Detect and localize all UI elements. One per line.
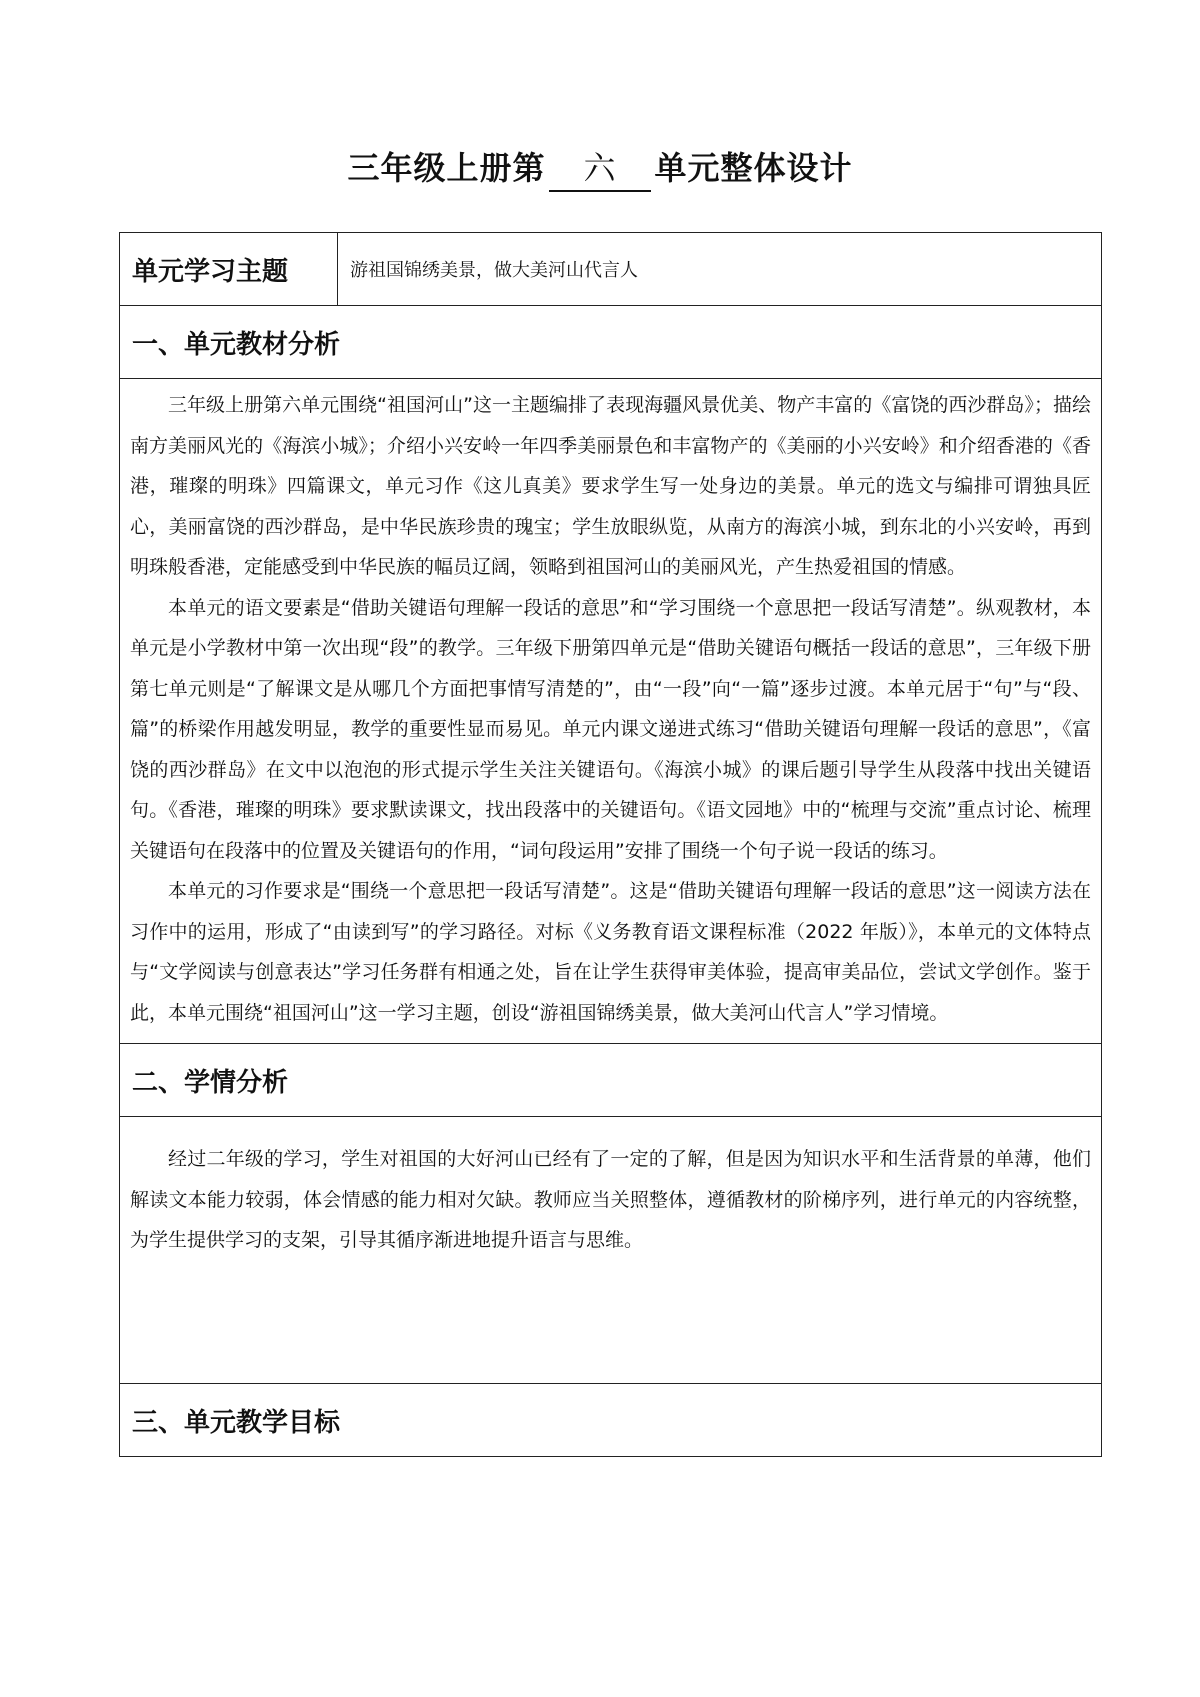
- theme-value: 游祖国锦绣美景，做大美河山代言人: [338, 233, 1102, 306]
- title-prefix: 三年级上册第: [347, 149, 546, 187]
- section1-paragraph-1: 三年级上册第六单元围绕“祖国河山”这一主题编排了表现海疆风景优美、物产丰富的《富饶的西沙群岛》；描绘南方美丽风光的《海滨小城》；介绍小兴安岭一年四季美丽景色和丰富物产的《美丽的小兴安岭》和介绍香港的《香港，璀璨的明珠》四篇课文，单元习作《这儿真美》要求学生写一处身边的美景。单元的选文与编排可谓独具匠心，美丽富饶的西沙群岛，是中华民族珍贵的瑰宝；学生放眼纵览，从南方的海滨小城，到东北的小兴安岭，再到明珠般香港，定能感受到中华民族的幅员辽阔，领略到祖国河山的美丽风光，产生热爱祖国的情感。: [130, 394, 1091, 578]
- section3-heading-row: [120, 1384, 1102, 1457]
- section2-heading-row: [120, 1044, 1102, 1117]
- page-title: [0, 140, 1200, 196]
- section1-heading: 一、单元教材分析: [120, 306, 1102, 379]
- section1-body: [120, 379, 1102, 1044]
- section1-heading-row: [120, 306, 1102, 379]
- section1-paragraph-3: 本单元的习作要求是“围绕一个意思把一段话写清楚”。这是“借助关键语句理解一段话的意思”这一阅读方法在习作中的运用，形成了“由读到写”的学习路径。对标《义务教育语文课程标准（2022 年版）》，本单元的文体特点与“文学阅读与创意表达”学习任务群有相通之处，旨在让学生获得审美体验，提高审美品位，尝试文学创作。鉴于此，本单元围绕“祖国河山”这一学习主题，创设“游祖国锦绣美景，做大美河山代言人”学习情境。: [130, 880, 1091, 1024]
- section2-heading: 二、学情分析: [120, 1044, 1102, 1117]
- unit-design-table: [119, 232, 1102, 1457]
- section2-body-row: [120, 1117, 1102, 1384]
- theme-row: [120, 233, 1102, 306]
- title-unit-blank: 六: [549, 146, 650, 192]
- section3-heading: 三、单元教学目标: [120, 1384, 1102, 1457]
- section2-body: [120, 1117, 1102, 1384]
- section1-body-row: [120, 379, 1102, 1044]
- section1-paragraph-2: 本单元的语文要素是“借助关键语句理解一段话的意思”和“学习围绕一个意思把一段话写清楚”。纵观教材，本单元是小学教材中第一次出现“段”的教学。三年级下册第四单元是“借助关键语句概括一段话的意思”，三年级下册第七单元则是“了解课文是从哪几个方面把事情写清楚的”，由“一段”向“一篇”逐步过渡。本单元居于“句”与“段、篇”的桥梁作用越发明显，教学的重要性显而易见。单元内课文递进式练习“借助关键语句理解一段话的意思”，《富饶的西沙群岛》在文中以泡泡的形式提示学生关注关键语句。《海滨小城》的课后题引导学生从段落中找出关键语句。《香港，璀璨的明珠》要求默读课文，找出段落中的关键语句。《语文园地》中的“梳理与交流”重点讨论、梳理关键语句在段落中的位置及关键语句的作用，“词句段运用”安排了围绕一个句子说一段话的练习。: [130, 596, 1091, 862]
- title-suffix: 单元整体设计: [654, 149, 853, 187]
- theme-label: 单元学习主题: [120, 233, 338, 306]
- section2-paragraph-1: 经过二年级的学习，学生对祖国的大好河山已经有了一定的了解，但是因为知识水平和生活背景的单薄，他们解读文本能力较弱，体会情感的能力相对欠缺。教师应当关照整体，遵循教材的阶梯序列，进行单元的内容统整，为学生提供学习的支架，引导其循序渐进地提升语言与思维。: [130, 1148, 1091, 1251]
